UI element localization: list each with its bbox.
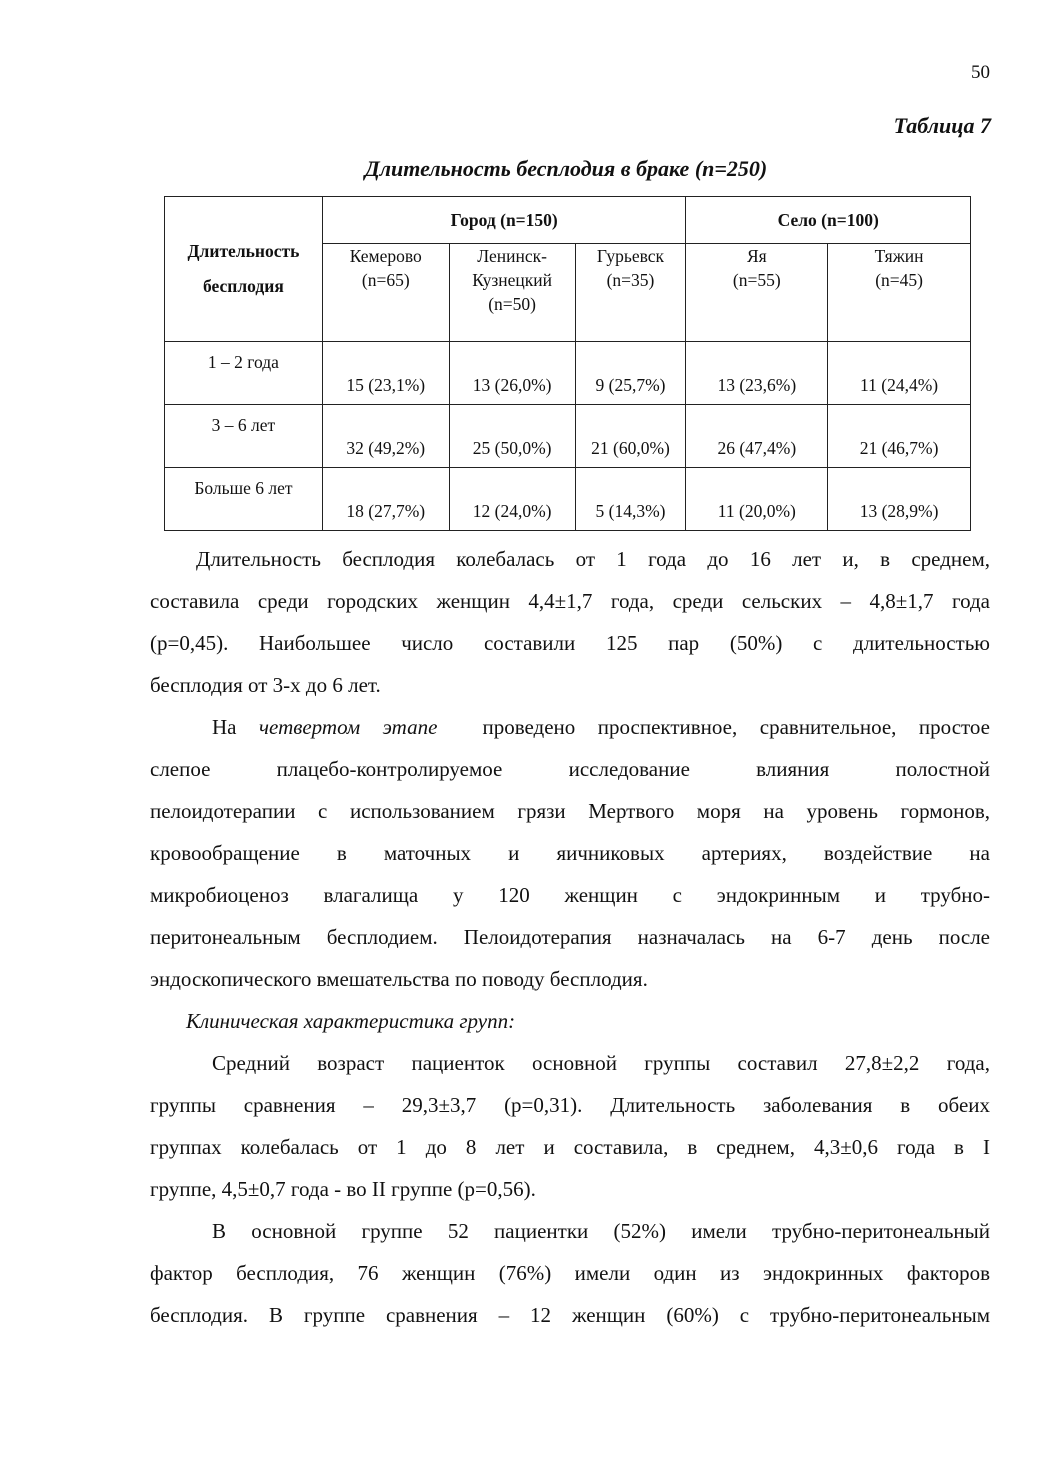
table-title: Длительность бесплодия в браке (n=250) [364,156,768,181]
text-line: составила среди городских женщин 4,4±1,7 года, среди сельских – 4,8±1,7 года [150,589,990,613]
page-number: 50 [971,62,990,83]
text-line: кровообращение в маточных и яичниковых артериях, воздействие на [150,841,990,865]
text-line: бесплодия от 3-х до 6 лет. [150,673,381,697]
italic-phrase: четвертом этапе [259,715,438,739]
column-header: Тяжин (n=45) [828,244,971,342]
table-cell: 15 (23,1%) [322,342,449,405]
column-header: Яя (n=55) [686,244,828,342]
text-line: Средний возраст пациенток основной группы составил 27,8±2,2 года, [212,1051,990,1075]
group-header-village: Село (n=100) [686,197,971,244]
corner-header-line: Длительность [187,241,300,261]
text-line: На четвертом этапе проведено проспективное, сравнительное, простое [212,715,990,739]
text-line: перитонеальным бесплодием. Пелоидотерапия назначалась на 6-7 день после [150,925,990,949]
column-header: Кемерово (n=65) [322,244,449,342]
column-header: Ленинск- Кузнецкий (n=50) [449,244,575,342]
table-cell: 5 (14,3%) [575,468,686,531]
table-cell: 13 (26,0%) [449,342,575,405]
table-row [165,405,971,468]
text-line: эндоскопического вмешательства по поводу бесплодия. [150,967,648,991]
duration-table [164,196,971,531]
table-cell: 21 (46,7%) [828,405,971,468]
table-cell: 12 (24,0%) [449,468,575,531]
corner-header [165,197,323,342]
table-cell: 21 (60,0%) [575,405,686,468]
table-cell: 26 (47,4%) [686,405,828,468]
group-header-city: Город (n=150) [322,197,686,244]
table-cell: 18 (27,7%) [322,468,449,531]
text-line: группы сравнения – 29,3±3,7 (р=0,31). Длительность заболевания в обеих [150,1093,990,1117]
text-line: слепое плацебо-контролируемое исследование влияния полостной [150,757,990,781]
text-line: пелоидотерапии с использованием грязи Мертвого моря на уровень гормонов, [150,799,990,823]
table-label: Таблица 7 [893,113,991,138]
column-header: Гурьевск (n=35) [575,244,686,342]
table-cell: 13 (23,6%) [686,342,828,405]
row-label: 1 – 2 года [165,342,323,405]
text-line: Длительность бесплодия колебалась от 1 года до 16 лет и, в среднем, [196,547,990,571]
table-row [165,342,971,405]
table-cell: 25 (50,0%) [449,405,575,468]
row-label: 3 – 6 лет [165,405,323,468]
table-cell: 11 (24,4%) [828,342,971,405]
text-line: (р=0,45). Наибольшее число составили 125 пар (50%) с длительностью [150,631,990,655]
table-cell: 13 (28,9%) [828,468,971,531]
text-line: бесплодия. В группе сравнения – 12 женщин (60%) с трубно-перитонеальным [150,1303,990,1327]
text-line: группах колебалась от 1 до 8 лет и составила, в среднем, 4,3±0,6 года в I [150,1135,990,1159]
text-line: группе, 4,5±0,7 года - во II группе (р=0,56). [150,1177,536,1201]
row-label: Больше 6 лет [165,468,323,531]
body-text [150,538,990,1336]
table-cell: 32 (49,2%) [322,405,449,468]
text-line: В основной группе 52 пациентки (52%) имели трубно-перитонеальный [212,1219,990,1243]
table-cell: 9 (25,7%) [575,342,686,405]
text-line: фактор бесплодия, 76 женщин (76%) имели один из эндокринных факторов [150,1261,990,1285]
text-line: микробиоценоз влагалища у 120 женщин с эндокринным и трубно- [150,883,990,907]
subheading: Клиническая характеристика групп: [186,1009,516,1033]
table-cell: 11 (20,0%) [686,468,828,531]
corner-header-line: бесплодия [203,276,284,296]
table-row [165,468,971,531]
